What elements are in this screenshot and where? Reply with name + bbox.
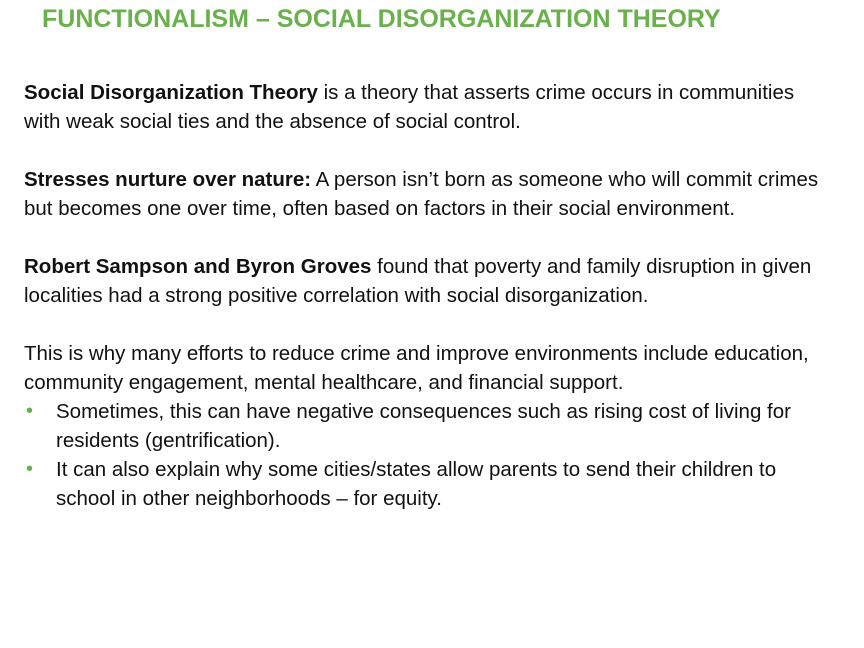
paragraph-text: This is why many efforts to reduce crime and improve environments include education, community engagement, mental healthcare, and financial support. — [24, 342, 809, 394]
bullet-item-gentrification — [24, 397, 834, 455]
bullet-text: It can also explain why some cities/states allow parents to send their children to school in other neighborhoods – for equity. — [56, 458, 777, 510]
paragraph-sampson-groves — [24, 252, 834, 310]
paragraph-text: A person isn’t born as someone who will commit crimes but becomes one over time, often based on factors in their social environment. — [24, 168, 819, 220]
paragraph-spacer — [24, 310, 834, 339]
bullet-dot-icon: • — [26, 458, 34, 480]
slide-title: FUNCTIONALISM – SOCIAL DISORGANIZATION THEORY — [42, 5, 721, 33]
paragraph-spacer — [24, 136, 834, 165]
paragraph-spacer — [24, 223, 834, 252]
paragraph-text: is a theory that asserts crime occurs in communities with weak social ties and the absence of social control. — [24, 81, 795, 133]
paragraph-lead: Robert Sampson and Byron Groves — [24, 255, 372, 278]
paragraph-lead: Stresses nurture over nature: — [24, 168, 312, 191]
paragraph-nurture-over-nature — [24, 165, 834, 223]
bullet-item-school-equity — [24, 455, 834, 513]
slide-body — [24, 78, 834, 513]
bullet-list — [24, 397, 834, 513]
bullet-text: Sometimes, this can have negative consequences such as rising cost of living for residents (gentrification). — [56, 400, 791, 452]
paragraph-efforts — [24, 339, 834, 397]
paragraph-lead: Social Disorganization Theory — [24, 81, 318, 104]
paragraph-text: found that poverty and family disruption in given localities had a strong positive correlation with social disorganization. — [24, 255, 812, 307]
bullet-dot-icon: • — [26, 400, 34, 422]
paragraph-theory-definition — [24, 78, 834, 136]
